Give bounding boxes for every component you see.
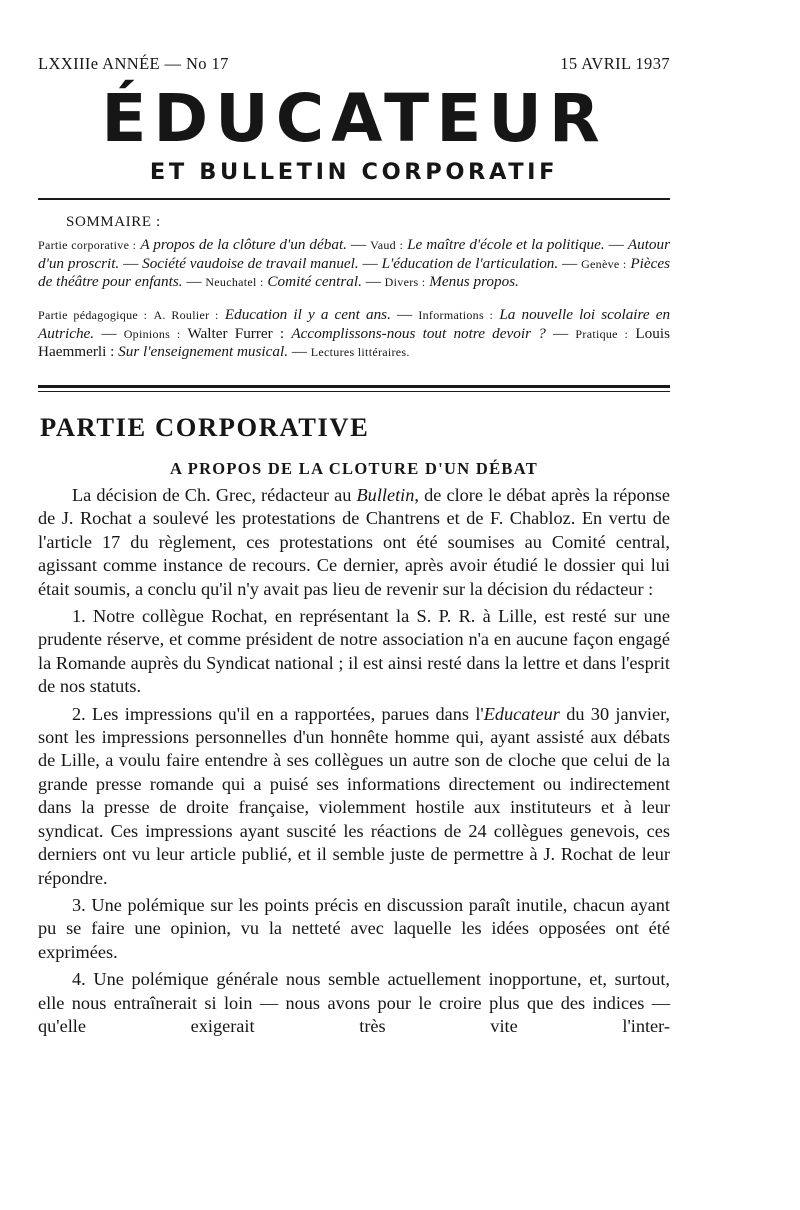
summary-item: Comité central.	[267, 273, 362, 291]
masthead-rule	[38, 198, 670, 200]
summary-item: Pièces de théâtre pour enfants.	[38, 254, 671, 291]
separator: —	[119, 254, 143, 272]
summary-item: La nouvelle loi scolaire en Autriche.	[38, 306, 671, 342]
summary-rule-thin	[38, 391, 670, 392]
summary-item: Accomplissons-nous tout notre devoir ?	[291, 324, 546, 342]
issue-number: LXXIIIe ANNÉE — No 17	[38, 54, 229, 73]
paragraph	[38, 484, 670, 601]
summary-item: Sur l'enseignement musical.	[118, 343, 288, 361]
paragraph-text: La décision de Ch. Grec, rédacteur au	[72, 485, 357, 505]
journal-subtitle: ET BULLETIN CORPORATIF	[149, 159, 559, 185]
section-title: PARTIE CORPORATIVE	[40, 412, 370, 442]
summary-item: Le maître d'école et la politique.	[407, 236, 605, 253]
summary-vaud-label: Vaud :	[370, 238, 404, 252]
paragraph	[38, 703, 670, 890]
summary-pratique-name: Louis Haemmerli :	[38, 324, 670, 361]
summary-pedagogique-label: Partie pédagogique :	[38, 308, 148, 322]
journal-title: ÉDUCATEUR	[101, 80, 607, 157]
separator: —	[346, 236, 371, 253]
separator: —	[545, 324, 576, 342]
summary-item: Société vaudoise de travail manuel.	[142, 254, 359, 272]
summary-divers-label: Divers :	[384, 275, 426, 290]
separator: —	[604, 236, 628, 253]
summary-pratique-label: Pratique :	[575, 326, 629, 341]
summary-opinions-name: Walter Furrer :	[187, 324, 285, 342]
summary-informations-label: Informations :	[418, 308, 494, 322]
summary-rule-thick	[38, 385, 670, 388]
summary-corporative	[38, 236, 670, 292]
summary-item: L'éducation de l'articulation.	[381, 254, 559, 272]
summary-item: Autour d'un proscrit.	[38, 236, 671, 272]
paragraph: 4. Une polémique générale nous semble actuellement inopportune, et, surtout, elle nous entraînerait si loin — nous avons pour le croire plus que des indices — qu'elle exigerait très vite l'inter-	[38, 969, 670, 1036]
paragraph-text: , de clore le débat après la réponse de J. Rochat a soulevé les protestations de Chantrens et de F. Chabloz. En vertu de l'article 17 du règlement, ces protestations ont été soumises au Comité central, agissant comme instance de recours. Ce dernier, après avoir étudié le dossier qui lui était soumis, a conclu qu'il n'y avait pas lieu de revenir sur la décision du rédacteur :	[38, 485, 670, 599]
separator: —	[182, 273, 206, 291]
summary-pedagogique	[38, 306, 670, 362]
paragraph: 1. Notre collègue Rochat, en représentant la S. P. R. à Lille, est resté sur une prudente réserve, et comme président de notre association n'a en aucune façon engagé la Romande auprès du Syndicat national ; il est ainsi resté dans la lettre et dans l'esprit de nos statuts.	[38, 606, 670, 697]
summary-heading: SOMMAIRE :	[66, 214, 161, 230]
publication-name: Bulletin	[356, 485, 415, 505]
summary-corporative-label: Partie corporative :	[38, 238, 137, 252]
separator: —	[288, 343, 311, 361]
summary-item: A propos de la clôture d'un débat.	[140, 236, 347, 253]
publication-name: Educateur	[483, 703, 560, 724]
separator: —	[390, 306, 419, 323]
summary-neuchatel-label: Neuchatel :	[205, 275, 264, 290]
summary-roulier: A. Roulier :	[153, 308, 219, 322]
article-body	[38, 484, 670, 1038]
summary-item: Education il y a cent ans.	[224, 306, 391, 323]
summary-lectures-label: Lectures littéraires.	[310, 345, 410, 360]
summary-item: Menus propos.	[429, 273, 519, 291]
article-title: A PROPOS DE LA CLOTURE D'UN DÉBAT	[169, 459, 539, 478]
separator: —	[361, 273, 385, 291]
separator: —	[558, 254, 582, 272]
separator: —	[358, 254, 382, 272]
issue-date: 15 AVRIL 1937	[560, 54, 670, 73]
summary-geneve-label: Genève :	[581, 256, 627, 271]
paragraph-text: du 30 janvier, sont les impressions personnelles d'un honnête homme qui, ayant assisté aux débats de Lille, a voulu faire entendre à ses collègues un autre son de cloche que celui de la grande presse romande qui a puisé ses informations directement ou indirectement dans la presse de droite française, violemment hostile aux instituteurs et à leur syndicat. Ces impressions ayant suscité les réactions de 24 collègues genevois, ces derniers ont vu leur article publié, et il semble juste de permettre à J. Rochat de leur répondre.	[38, 703, 671, 888]
separator: —	[94, 324, 124, 342]
summary-opinions-label: Opinions :	[123, 326, 181, 341]
paragraph-text: 2. Les impressions qu'il en a rapportées, parues dans l'	[72, 703, 484, 724]
masthead-top-line	[38, 54, 670, 74]
paragraph: 3. Une polémique sur les points précis en discussion paraît inutile, chacun ayant pu se faire une opinion, vu la netteté avec laquelle les idées opposées ont été exprimées.	[38, 894, 670, 962]
